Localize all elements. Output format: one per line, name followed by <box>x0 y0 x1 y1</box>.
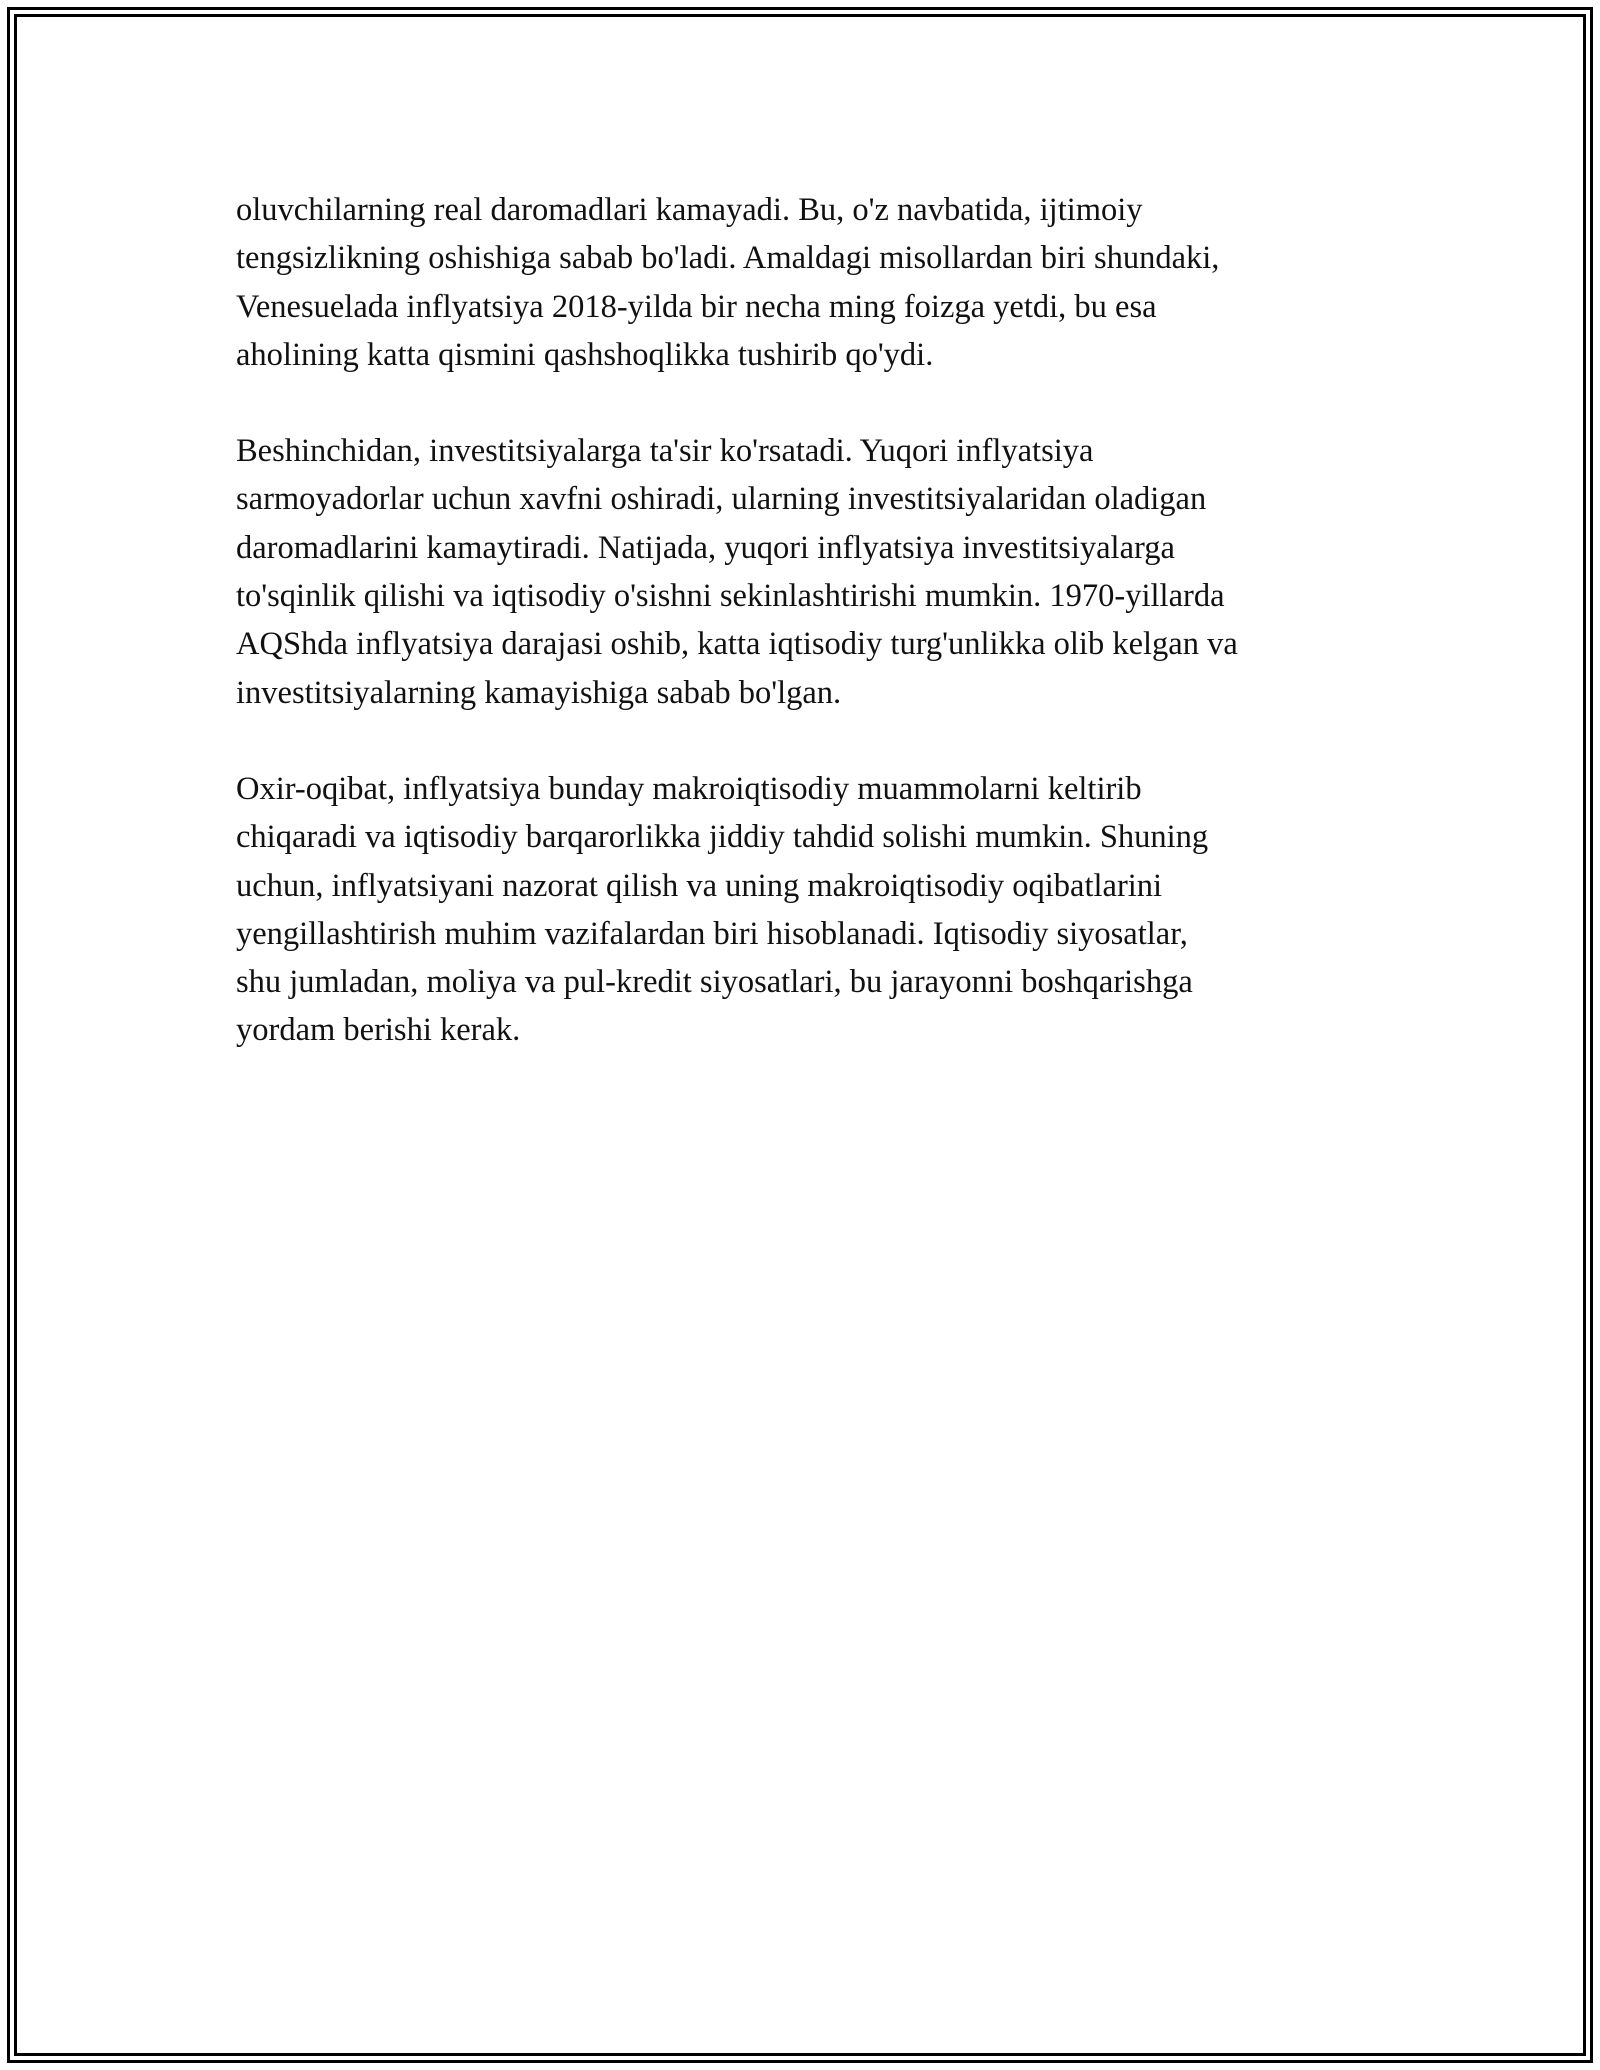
text-line: yordam berishi kerak. <box>236 1012 521 1049</box>
text-line: yengillashtirish muhim vazifalardan biri hisoblanadi. Iqtisodiy siyosatlar, <box>236 915 1188 952</box>
text-line: daromadlarini kamaytiradi. Natijada, yuqori inflyatsiya investitsiyalarga <box>236 529 1175 566</box>
text-line: Beshinchidan, investitsiyalarga ta'sir ko'rsatadi. Yuqori inflyatsiya <box>236 433 1094 470</box>
paragraph-2 <box>236 427 1396 717</box>
text-line: sarmoyadorlar uchun xavfni oshiradi, ularning investitsiyalaridan oladigan <box>236 481 1207 518</box>
text-line: investitsiyalarning kamayishiga sabab bo'lgan. <box>236 674 842 711</box>
text-line: shu jumladan, moliya va pul-kredit siyosatlari, bu jarayonni boshqarishga <box>236 964 1193 1001</box>
text-line: chiqaradi va iqtisodiy barqarorlikka jiddiy tahdid solishi mumkin. Shuning <box>236 819 1209 856</box>
text-line: tengsizlikning oshishiga sabab bo'ladi. Amaldagi misollardan biri shundaki, <box>236 240 1220 277</box>
text-line: uchun, inflyatsiyani nazorat qilish va uning makroiqtisodiy oqibatlarini <box>236 867 1163 904</box>
text-line: oluvchilarning real daromadlari kamayadi. Bu, o'z navbatida, ijtimoiy <box>236 192 1143 228</box>
text-line: aholining katta qismini qashshoqlikka tushirib qo'ydi. <box>236 336 934 373</box>
text-line: Oxir-oqibat, inflyatsiya bunday makroiqtisodiy muammolarni keltirib <box>236 770 1142 807</box>
text-line: to'sqinlik qilishi va iqtisodiy o'sishni sekinlashtirishi mumkin. 1970-yillarda <box>236 578 1225 615</box>
text-line: AQShda inflyatsiya darajasi oshib, katta iqtisodiy turg'unlikka olib kelgan va <box>236 626 1238 663</box>
paragraph-3 <box>236 765 1396 1055</box>
paragraph-1 <box>236 186 1396 379</box>
document-body <box>236 186 1396 1103</box>
text-line: Venesuelada inflyatsiya 2018-yilda bir necha ming foizga yetdi, bu esa <box>236 288 1157 325</box>
